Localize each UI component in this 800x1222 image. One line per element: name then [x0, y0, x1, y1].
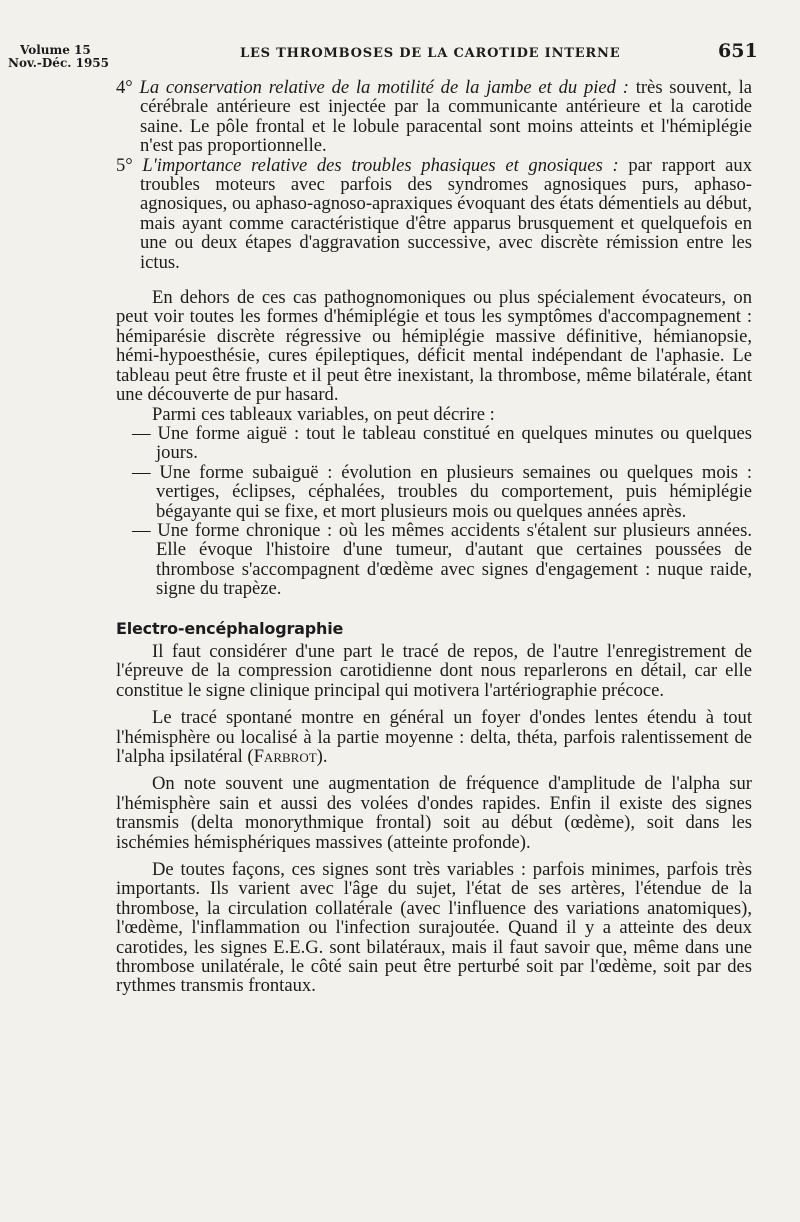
paragraph-text: Le tracé spontané montre en général un foyer d'ondes lentes étendu à tout l'hémisphère ou localisé à la partie moyenne : delta, théta, parfois ralentissement de l'alpha ipsilatéral (: [116, 707, 752, 767]
list-item-text: très souvent, la cérébrale antérieure est injectée par la communicante antérieure et la carotide saine. Le pôle frontal et le lobule paracental sont moins atteints et l'hémiplégie n'est pas proportionnelle.: [140, 77, 752, 157]
paragraph: On note souvent une augmentation de fréquence d'amplitude de l'alpha sur l'hémisphère sain et aussi des volées d'ondes rapides. Enfin il existe des signes transmis (delta monorythmique frontal) soit au début (œdème), soit dans les ischémies hémisphériques massives (atteinte profonde).: [116, 773, 752, 853]
spacer: [116, 272, 752, 288]
volume-label: Volume 15: [20, 43, 91, 57]
form-item-subacute: — Une forme subaiguë : évolution en plusieurs semaines ou quelques mois : vertiges, éclipses, céphalées, troubles du comportement, puis hémiplégie bégayante qui se fixe, et mort plusieurs mois ou quelques années après.: [132, 461, 752, 522]
paragraph: En dehors de ces cas pathognomoniques ou plus spécialement évocateurs, on peut voir toutes les formes d'hémiplégie et tous les symptômes d'accompagnement : hémiparésie discrète régressive ou hémiplégie massive définitive, hémianopsie, hémi-hypoesthésie, cures épileptiques, déficit mental indépendant de l'aphasie. Le tableau peut être fruste et il peut être inexistant, la thrombose, même bilatérale, étant une découverte de pur hasard.: [116, 287, 752, 406]
section-heading: Electro-encéphalographie: [116, 618, 344, 638]
page-header: [0, 40, 800, 80]
paragraph-text: ).: [316, 746, 328, 767]
paragraph: [116, 708, 752, 766]
list-item-title: La conservation relative de la motilité de la jambe et du pied :: [139, 77, 629, 98]
volume-info: [8, 44, 109, 70]
list-item-title: L'importance relative des troubles phasiques et gnosiques :: [142, 154, 619, 176]
list-item-number: 5°: [116, 154, 133, 176]
issue-date: Nov.-Déc. 1955: [8, 56, 109, 70]
page-number: 651: [718, 40, 758, 62]
form-item-chronic: — Une forme chronique : où les mêmes accidents s'étalent sur plusieurs années. Elle évoque l'histoire d'une tumeur, d'autant que certaines poussées de thrombose s'accompagnent d'œdème avec signes d'engagement : nuque raide, signe du trapèze.: [132, 519, 752, 600]
running-title: LES THROMBOSES DE LA CAROTIDE INTERNE: [240, 46, 621, 61]
author-citation: Farbrot: [253, 746, 317, 767]
list-item-text: par rapport aux troubles moteurs avec parfois des syndromes agnosiques purs, aphaso-agnosiques, ou aphaso-agnoso-apraxiques évoquant des états démentiels au début, mais ayant comme caractéristique d'être apparus brusquement et quelquefois en une ou deux étapes d'aggravation successive, avec discrète rémission entre les ictus.: [140, 154, 752, 273]
form-item-acute: — Une forme aiguë : tout le tableau constitué en quelques minutes ou quelques jours.: [132, 422, 752, 464]
paragraph: Il faut considérer d'une part le tracé de repos, de l'autre l'enregistrement de l'épreuve de la compression carotidienne dont nous reparlerons en détail, car elle constitue le signe clinique principal qui motivera l'artériographie précoce.: [116, 640, 752, 701]
paragraph: De toutes façons, ces signes sont très variables : parfois minimes, parfois très importants. Ils varient avec l'âge du sujet, l'état de ses artères, l'étendue de la thrombose, la circulation collatérale (avec l'influence des variations anatomiques), l'œdème, l'inflammation ou l'infection surajoutée. Quand il y a atteinte des deux carotides, les signes E.E.G. sont bilatéraux, mais il faut savoir que, même dans une thrombose unilatérale, le côté sain peut être perturbé soit par l'œdème, soit par des rythmes transmis frontaux.: [116, 859, 752, 997]
forms-intro: Parmi ces tableaux variables, on peut décrire :: [152, 403, 495, 425]
list-item-number: 4°: [116, 77, 133, 98]
article-body: [116, 78, 752, 996]
list-item-5: [116, 156, 752, 272]
list-item-4: [116, 78, 752, 156]
